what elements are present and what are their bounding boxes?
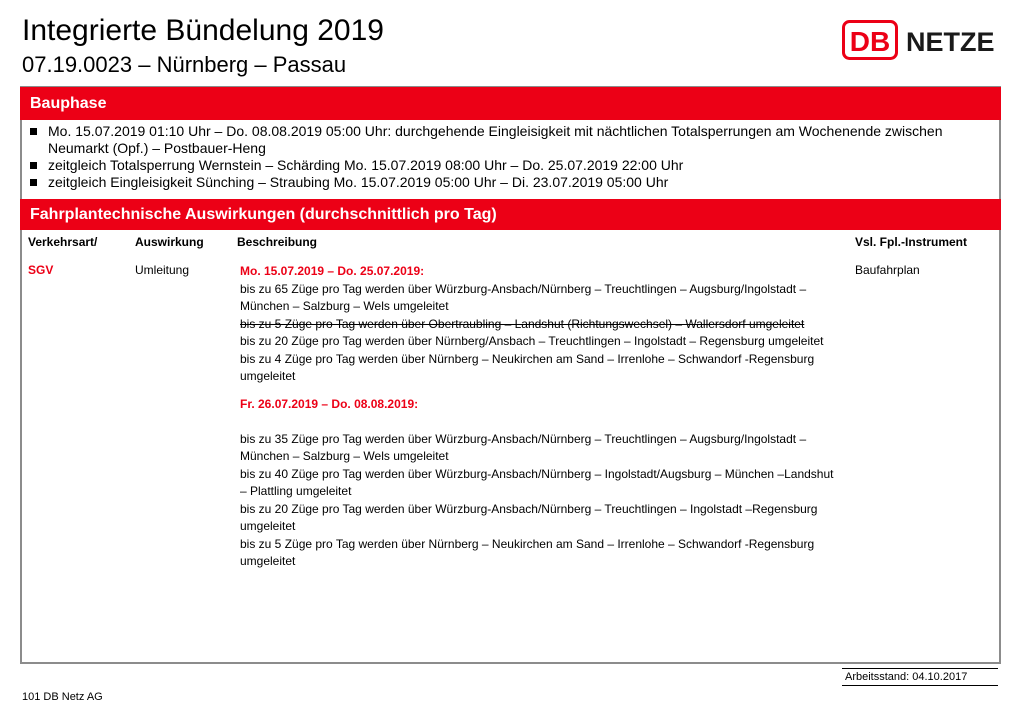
period-1-line-2-struck: bis zu 5 Züge pro Tag werden über Obertraubling – Landshut (Richtungswechsel) – Wallersdorf umgeleitet: [240, 316, 805, 331]
bullet-square-icon: [30, 179, 37, 186]
page-footer: 101 DB Netz AG: [22, 691, 103, 703]
period-2-line-3: bis zu 20 Züge pro Tag werden über Würzburg-Ansbach/Nürnberg – Treuchtlingen – Ingolstadt –Regensburg umgeleitet: [240, 501, 818, 533]
cell-verkehrsart: SGV: [28, 263, 54, 277]
list-item: [28, 157, 988, 174]
page-subtitle: 07.19.0023 – Nürnberg – Passau: [22, 52, 347, 77]
list-item: [28, 174, 988, 191]
bauphase-heading: Bauphase: [20, 87, 1001, 120]
bullet-text: Mo. 15.07.2019 01:10 Uhr – Do. 08.08.2019 05:00 Uhr: durchgehende Eingleisigkeit mit nächtlichen Totalsperrungen am Wochenende zwischen Neumarkt (Opf.) – Postbauer-Heng: [48, 123, 943, 156]
column-header-auswirkung: Auswirkung: [135, 235, 204, 249]
logo-netze-text: NETZE: [906, 27, 995, 57]
page-title: Integrierte Bündelung 2019: [22, 14, 384, 47]
auswirkungen-heading: Fahrplantechnische Auswirkungen (durchschnittlich pro Tag): [20, 199, 1001, 230]
column-header-verkehrsart: Verkehrsart/: [28, 235, 98, 249]
period-1-line-3: bis zu 20 Züge pro Tag werden über Nürnberg/Ansbach – Treuchtlingen – Ingolstadt – Regensburg umgeleitet: [240, 334, 824, 348]
arbeitsstand-bottom-rule: [842, 685, 998, 686]
logo-db-text: DB: [849, 26, 891, 57]
arbeitsstand-top-rule: [842, 668, 998, 669]
cell-auswirkung: Umleitung: [135, 263, 190, 277]
bullet-text: zeitgleich Totalsperrung Wernstein – Schärding Mo. 15.07.2019 08:00 Uhr – Do. 25.07.2019 22:00 Uhr: [48, 157, 684, 173]
column-header-beschreibung: Beschreibung: [237, 235, 318, 249]
bullet-text: zeitgleich Eingleisigkeit Sünching – Straubing Mo. 15.07.2019 05:00 Uhr – Di. 23.07.2019 05:00 Uhr: [48, 174, 669, 190]
period-2-line-4: bis zu 5 Züge pro Tag werden über Nürnberg – Neukirchen am Sand – Irrenlohe – Schwandorf -Regensburg umgeleitet: [240, 536, 815, 568]
period-2-line-2: bis zu 40 Züge pro Tag werden über Würzburg-Ansbach/Nürnberg – Ingolstadt/Augsburg – München –Landshut – Plattling umgeleitet: [240, 466, 834, 498]
cell-beschreibung: [240, 263, 840, 571]
bauphase-list: [28, 123, 988, 191]
column-header-instrument: Vsl. Fpl.-Instrument: [855, 235, 968, 249]
period-1-line-1: bis zu 65 Züge pro Tag werden über Würzburg-Ansbach/Nürnberg – Treuchtlingen – Augsburg/Ingolstadt – München – Salzburg – Wels umgeleitet: [240, 281, 807, 313]
period-1-label: Mo. 15.07.2019 – Do. 25.07.2019:: [240, 264, 425, 278]
period-1-line-4: bis zu 4 Züge pro Tag werden über Nürnberg – Neukirchen am Sand – Irrenlohe – Schwandorf -Regensburg umgeleitet: [240, 351, 815, 383]
cell-instrument: Baufahrplan: [855, 263, 920, 277]
db-netze-logo: [842, 20, 1002, 60]
list-item: [28, 123, 988, 157]
period-2-label: Fr. 26.07.2019 – Do. 08.08.2019:: [240, 396, 419, 411]
bullet-square-icon: [30, 162, 37, 169]
arbeitsstand: Arbeitsstand: 04.10.2017: [845, 671, 968, 683]
bullet-square-icon: [30, 128, 37, 135]
period-2-line-1: bis zu 35 Züge pro Tag werden über Würzburg-Ansbach/Nürnberg – Treuchtlingen – Augsburg/Ingolstadt – München – Salzburg – Wels umgeleitet: [240, 431, 807, 463]
